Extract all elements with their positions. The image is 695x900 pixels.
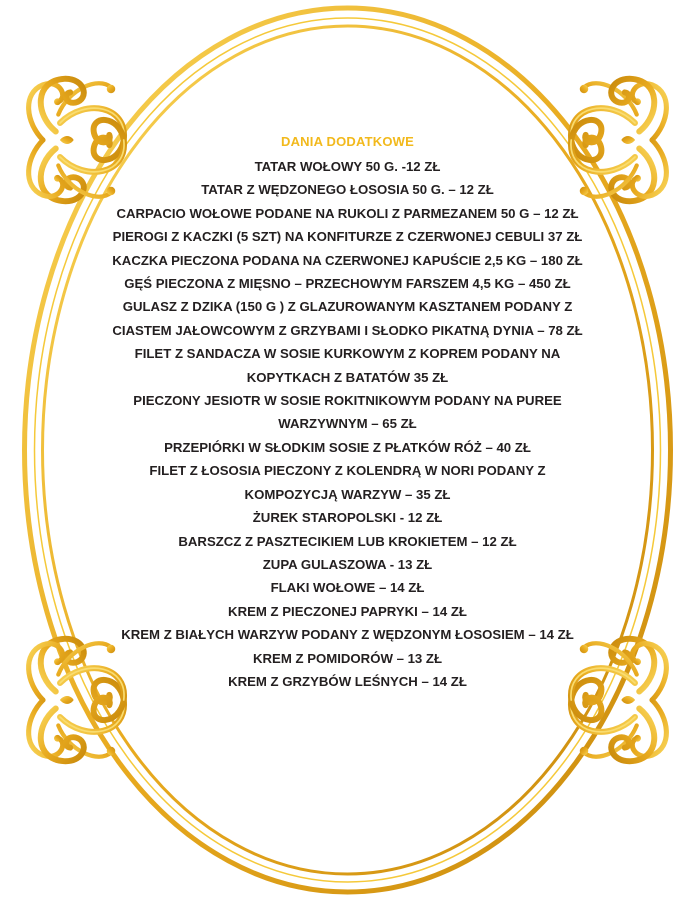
menu-item: [60, 295, 635, 342]
menu-item-line: FILET Z SANDACZA W SOSIE KURKOWYM Z KOPREM PODANY NA: [134, 346, 561, 362]
menu-item-line: WARZYWNYM – 65 ZŁ: [278, 416, 417, 432]
menu-item-line: GULASZ Z DZIKA (150 G ) Z GLAZUROWANYM KASZTANEM PODANY Z: [122, 299, 573, 315]
menu-item-line: BARSZCZ Z PASZTECIKIEM LUB KROKIETEM – 12 ZŁ: [178, 533, 517, 549]
menu-item: [60, 225, 635, 248]
menu-item: [60, 272, 635, 295]
menu-item-line: PRZEPIÓRKI W SŁODKIM SOSIE Z PŁATKÓW RÓŻ – 40 ZŁ: [164, 439, 531, 455]
menu-item: [60, 249, 635, 272]
menu-item: [60, 647, 635, 670]
menu-item: [60, 178, 635, 201]
menu-item: [60, 155, 635, 178]
menu-item: [60, 670, 635, 693]
menu-list: [60, 132, 635, 693]
menu-item: [60, 389, 635, 436]
menu-item-line: PIECZONY JESIOTR W SOSIE ROKITNIKOWYM PODANY NA PUREE: [133, 393, 562, 409]
menu-item-line: KREM Z POMIDORÓW – 13 ZŁ: [252, 650, 443, 666]
menu-item-line: KOMPOZYCJĄ WARZYW – 35 ZŁ: [244, 486, 451, 502]
menu-item-line: KOPYTKACH Z BATATÓW 35 ZŁ: [246, 369, 449, 385]
menu-item: [60, 459, 635, 506]
menu-item-line: TATAR WOŁOWY 50 G. -12 ZŁ: [254, 159, 441, 174]
menu-item: [60, 600, 635, 623]
menu-item: [60, 202, 635, 225]
menu-items: [60, 155, 635, 693]
menu-item: [60, 623, 635, 646]
menu-item-line: ZUPA GULASZOWA - 13 ZŁ: [262, 556, 433, 572]
menu-item-line: CARPACIO WOŁOWE PODANE NA RUKOLI Z PARMEZANEM 50 G – 12 ZŁ: [116, 205, 579, 221]
menu-item-line: GĘŚ PIECZONA Z MIĘSNO – PRZECHOWYM FARSZEM 4,5 KG – 450 ZŁ: [124, 276, 571, 292]
menu-item-line: KREM Z GRZYBÓW LEŚNYCH – 14 ZŁ: [228, 673, 467, 689]
menu-item-line: TATAR Z WĘDZONEGO ŁOSOSIA 50 G. – 12 ZŁ: [201, 182, 494, 198]
menu-item-line: KREM Z PIECZONEJ PAPRYKI – 14 ZŁ: [228, 603, 467, 619]
menu-item-line: FLAKI WOŁOWE – 14 ZŁ: [270, 580, 425, 596]
menu-item: [60, 436, 635, 459]
menu-item: [60, 506, 635, 529]
menu-item: [60, 342, 635, 389]
menu-item-line: FILET Z ŁOSOSIA PIECZONY Z KOLENDRĄ W NORI PODANY Z: [149, 463, 546, 479]
menu-item-line: ŻUREK STAROPOLSKI - 12 ZŁ: [252, 510, 443, 526]
menu-item: [60, 530, 635, 553]
menu-title: DANIA DODATKOWE: [281, 134, 414, 149]
menu-item: [60, 553, 635, 576]
menu-item-line: KREM Z BIAŁYCH WARZYW PODANY Z WĘDZONYM ŁOSOSIEM – 14 ZŁ: [121, 627, 574, 643]
menu-item: [60, 576, 635, 599]
menu-item-line: CIASTEM JAŁOWCOWYM Z GRZYBAMI I SŁODKO PIKATNĄ DYNIA – 78 ZŁ: [112, 322, 583, 338]
menu-item-line: KACZKA PIECZONA PODANA NA CZERWONEJ KAPUŚCIE 2,5 KG – 180 ZŁ: [112, 252, 583, 268]
menu-item-line: PIEROGI Z KACZKI (5 SZT) NA KONFITURZE Z CZERWONEJ CEBULI 37 ZŁ: [112, 229, 583, 245]
